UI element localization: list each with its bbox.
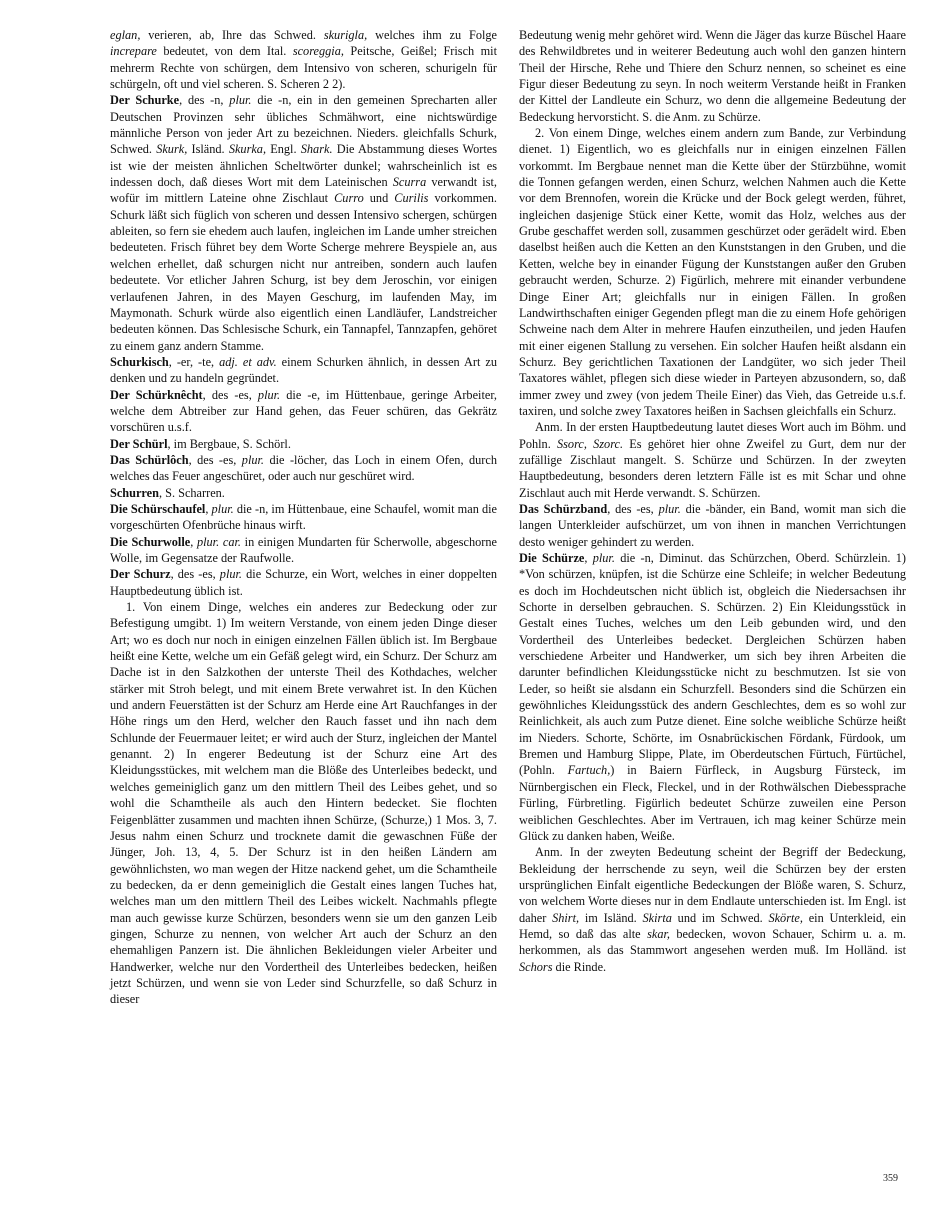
italic-term: plur. [219, 567, 243, 582]
text-run: verwandt ist, wofür im mittlern Lateine ohne Zischlaut [110, 175, 497, 206]
entry-paragraph [110, 387, 497, 436]
italic-term: Fartuch, [567, 763, 611, 778]
entry-paragraph [519, 501, 906, 550]
italic-term: scoreggia, [292, 44, 344, 59]
headword: Der Schurz [110, 567, 171, 582]
entry-paragraph [519, 125, 906, 419]
italic-term: plur. [211, 501, 234, 516]
italic-term: Skurka, [228, 142, 267, 157]
italic-term: plur. [592, 551, 615, 565]
text-run: die Rinde. [552, 959, 607, 974]
text-run: , -er, -te, [168, 354, 220, 369]
text-run: Die Abstammung dieses Wortes ist wie der meisten ähnlichen Scheltwörter dunkel; wahrscheinlich ist es indessen doch, daß dieses Wort mit dem Lateinischen [110, 142, 497, 190]
italic-term: Curilis [394, 191, 429, 206]
right-column [519, 27, 906, 975]
entry-paragraph [110, 27, 497, 92]
text-run: einem Schurken ähnlich, in dessen Art zu denken und zu handeln gegründet. [110, 354, 497, 386]
italic-term: Scurra [392, 175, 427, 190]
text-run: , des -n, [179, 93, 230, 108]
text-run: , S. Scharren. [158, 485, 225, 500]
text-run: die -löcher, das Loch in einem Ofen, durch welches das Feuer angeschüret, oder auch nur geschüret wird. [110, 452, 497, 484]
text-run: welches ihm zu Folge [367, 28, 498, 42]
text-run: und im Schwed. [671, 910, 769, 925]
text-run: die Schurze, ein Wort, welches in einer doppelten Hauptbedeutung üblich ist. [110, 567, 497, 598]
italic-term: Schors [519, 959, 553, 974]
entry-paragraph [519, 550, 906, 844]
italic-term: plur. [229, 93, 252, 108]
entry-paragraph [519, 419, 906, 501]
italic-term: Shark. [300, 142, 333, 157]
text-run: , des -es, [170, 567, 220, 582]
entry-paragraph [519, 844, 906, 975]
italic-term: plur. [257, 387, 281, 402]
headword: Das Schürlôch [110, 452, 189, 467]
entry-paragraph [110, 566, 497, 599]
text-run: Engl. [266, 142, 301, 157]
headword: Die Schürze [519, 551, 585, 565]
text-run: , [584, 551, 593, 565]
entry-paragraph [110, 452, 497, 485]
text-run: die -e, im Hüttenbaue, geringe Arbeiter, welche dem Abtreiber zur Hand gehen, das Feuer schüren, das Gekrätz vorschüren u.s.f. [110, 387, 498, 435]
entry-paragraph [110, 436, 497, 452]
italic-term: Skirta [642, 910, 672, 925]
page-number: 359 [883, 1173, 898, 1184]
text-run: in einigen Mundarten für Scherwolle, abgeschorne Wolle, im Gegensatze der Raufwolle. [110, 534, 497, 565]
italic-term: Skörte, [768, 910, 803, 925]
italic-term: adj. et adv. [219, 354, 277, 369]
text-run: Anm. In der zweyten Bedeutung scheint der Begriff der Bedeckung, Bekleidung der herrschende zu seyn, weil die Schürzen bey der ersten ursprünglichen Einfalt eigentliche Bedeckungen der Blöße waren, S. Schurz, von welchem Worte dieses nur in dem Endlaute unterschieden ist. Im Engl. ist daher [519, 845, 906, 925]
text-run: , im Bergbaue, S. Schörl. [167, 436, 291, 451]
headword: Der Schurke [110, 93, 180, 108]
text-run: Peitsche, Geißel; Frisch mit mehrerm Rechte von schürgen, dem Intensivo von scheren, schurigeln für schürgeln, oft und viel scheren. S. Scheren 2 2). [110, 44, 497, 92]
italic-term: Curro [334, 191, 364, 206]
italic-term: skar, [647, 926, 670, 941]
text-run: im Isländ. [579, 910, 643, 925]
text-run: Es gehöret hier ohne Zweifel zu Gurt, dem nur der zufällige Zischlaut mangelt. S. Schürze und Schürzen. In der zweyten Hauptbedeutung, besonders deren letztern Fälle ist es mit Schar und ohne Zischlaut auch mit Herde verwandt. S. Schürzen. [519, 436, 906, 500]
text-run: die -bänder, ein Band, womit man sich die langen Unterkleider aufschürzet, um von ihnen in manchen Verrichtungen desto weniger gehindert zu werden. [519, 501, 907, 549]
text-run: 1. Von einem Dinge, welches ein anderes zur Bedeckung oder zur Befestigung umgibt. 1) Im weitern Verstande, von einem jeden Dinge dieser Art; wo es doch nur noch in einigen einzelnen Fällen üblich ist. Im Bergbaue heißt eine Kette, welche um ein Gefäß gelegt wird, ein Schurz. Der Schurz am Dache ist in den Salzkothen der unterste Theil des Kothdaches, welcher stärker mit Stroh belegt, und mit einem Brete verwahret ist. In den Küchen und andern Feuerstätten ist der Schurz am Herde eine Art Rauchfanges in der Höhe rings um den Herd, welcher den Rauch fasset und ihn nach dem Schlunde der Feuermauer leitet; er wird auch der Sturz, ingleichen der Mantel genannt. 2) In engerer Bedeutung ist der Schurz eine Art des Kleidungsstückes, mit welchem man die Blöße des Unterleibes bedeckt, und welches gemeiniglich ganz um den mittlern Theil des Leibes gehet, und so wohl die Schamtheile als auch den Hintern bedecket. Sie flochten Feigenblätter zusammen und machten ihnen Schürze, (Schurze,) 1 Mos. 3, 7. Jesus nahm einen Schurz und trocknete damit die gewaschnen Füße der Jünger, Joh. 13, 4, 5. Der Schurz ist in den heißen Ländern am gewöhnlichsten, wo man wegen der Hitze nackend gehet, um die Schamtheile zu bedecken, da er denn gemeiniglich die Gestalt eines langen Tuches hat, welches man um den mittlern Theil des Leibes wickelt. Nachmahls pflegte man auch gewisse kurze Schürzen, besonders wenn sie um den ganzen Leib gingen, Schurze zu nennen, von welcher Art auch der Schurz an den ehemahligen Panzern ist. Die ähnlichen Bekleidungen vieler Arbeiter und Handwerker, welche nur den Vordertheil des Unterleibes bedecken, heißen jetzt Schürzen, und wenn sie von Leder sind Schurzfelle, so daß Schurz in dieser [110, 600, 497, 1007]
headword: Die Schurwolle [110, 534, 191, 549]
text-run: ) in Baiern Fürfleck, in Augsburg Fürsteck, im Nürnbergischen ein Fleck, Fleckel, und in der Rothwälschen Diebessprache Fürling, Fürbretling. Figürlich bedeutet Schürze zuweilen eine Person weiblichen Geschlechtes. Aber im Vertrauen, ich mag keiner Schürze mein Glück zu danken haben, Weiße. [519, 763, 907, 843]
headword: Die Schürschaufel [110, 501, 206, 516]
text-run: bedecken, wovon Schauer, Schirm u. a. m. herkommen, als das Stammwort angesehen werden muß. Im Holländ. ist [519, 926, 906, 958]
italic-term: Skurk, [156, 142, 188, 157]
headword: Das Schürzband [519, 501, 608, 516]
italic-term: plur. [658, 501, 681, 516]
italic-term: Shirt, [552, 910, 580, 925]
text-run: die -n, im Hüttenbaue, eine Schaufel, womit man die vorgeschürten Ofenbrüche hinaus wirft. [110, 501, 497, 533]
entry-paragraph [110, 599, 497, 1008]
left-column [110, 27, 497, 1008]
headword: Der Schürknêcht [110, 387, 203, 402]
entry-paragraph [519, 27, 906, 125]
text-run: Isländ. [187, 142, 229, 157]
italic-term: plur. car. [196, 534, 241, 549]
text-run: , des -es, [188, 452, 242, 467]
text-run: Anm. In der ersten Hauptbedeutung lautet dieses Wort auch im Böhm. und Pohln. [519, 420, 906, 451]
text-run: bedeutet, von dem Ital. [156, 44, 293, 59]
entry-paragraph [110, 534, 497, 567]
text-run: , des -es, [202, 387, 258, 402]
text-run: Bedeutung wenig mehr gehöret wird. Wenn die Jäger das kurze Büschel Haare des Rehwildbretes und in weiterer Bedeutung auch wohl den ganzen hintern Theil der Hirsche, Rehe und Thiere den Schurz nennen, so scheinet es eine Figur dieser Bedeutung zu seyn. In noch weiterm Verstande heißt in Franken der Kittel der Landleute ein Schurz, wo denn die allgemeine Bedeutung der Bedeckung hervorsticht. S. die Anm. zu Schürze. [519, 28, 906, 124]
text-run: vorkommen. Schurk läßt sich füglich von scheren und dessen Intensivo schergen, schürgen ableiten, so fern sie ehedem auch laufen, ingleichen im Lande umher streichen bedeuteten. Frisch führet bey dem Worte Scherge mehrere Beyspiele an, aus welchen erhellet, daß schurgen nicht nur antreiben, sondern auch laufen bedeutete. Vor etlicher Jahren Schurg, ist bey dem Jeroschin, vor einigen verlaufenen Jahren, in des Mayen Geschurg, im laufenden May, im Maymonath. Schurk würde also eigentlich einen Landläufer, Landstreicher bedeuten können. Das Schlesische Schurk, ein Tannapfel, Tannzapfen, gehöret zu einem ganz andern Stamme. [110, 191, 498, 353]
headword: Der Schürl [110, 436, 168, 451]
italic-term: increpare [110, 44, 157, 59]
headword: Schurren [110, 485, 159, 500]
text-run: 2. Von einem Dinge, welches einem andern zum Bande, zur Verbindung dienet. 1) Eigentlich, wo es gleichfalls nur in einigen einzelnen Fällen vorkommt. Im Bergbaue nennet man die Kette über der Stürzbühne, womit die Tonnen gefangen werden, einen Schurz, welchen Nahmen auch die Kette vor dem Brennofen, worein die Krücke und der Bock gelegt werden, führet, ingleichen dasjenige Stück einer Kette, womit das Holz, welches aus der Grube geschaffet werden soll, zusammen geschürzet oder gerädelt wird. Eben daselbst heißen auch die Ketten an den Kunststangen in den Gruben, und die Ketten, welche bey in einander Fügung der Kunststangen außer den Gruben gebraucht werden, Schurze. 2) Figürlich, mehrere mit einander verbundene Dinge Einer Art; gleichfalls nur in einigen Fällen. In großen Landwirthschaften einiger Gegenden pflegt man die zu einem Hofe gehörigen Schweine nach dem Alter in mehrere Haufen einzutheilen, und jeden Haufen mit einer eigenen Stallung zu versehen. Ein solcher Haufen heißt alsdann ein Schurz. Bey gerichtlichen Taxationen der Landgüter, wo sich jeder Theil Taxatores wählet, pflegen sich diese wieder in Parteyen abzusondern, so, daß immer zwey und zwey (von jedem Theile Einer) das Vieh, das Getreide u.s.f. taxiren, und solche zwey Taxatores heißen in Sachsen gleichfalls ein Schurz. [519, 126, 906, 418]
entry-paragraph [110, 92, 497, 354]
entry-paragraph [110, 485, 497, 501]
italic-term: Ssorc, Szorc. [556, 436, 624, 451]
italic-term: eglan, [110, 28, 141, 42]
dictionary-page [110, 27, 907, 1177]
text-run: die -n, ein in den gemeinen Sprecharten aller Deutschen Provinzen sehr übliches Schmähwort, eine nichtswürdige männliche Person von jeder Art zu bezeichnen. Nieders. gleichfalls Schurk, Schwed. [110, 93, 497, 157]
headword: Schurkisch [110, 354, 169, 369]
italic-term: plur. [241, 452, 265, 467]
text-run: und [363, 191, 395, 206]
entry-paragraph [110, 354, 497, 387]
text-run: , [190, 534, 197, 549]
text-run: , [205, 501, 212, 516]
text-run: verieren, ab, Ihre das Schwed. [140, 28, 324, 42]
italic-term: skurigla, [323, 28, 368, 42]
text-run: , des -es, [607, 501, 659, 516]
text-run: die -n, Diminut. das Schürzchen, Oberd. Schürzlein. 1) *Von schürzen, knüpfen, ist die Schürze eine Schleife; in welcher Bedeutung es doch im Hochdeutschen nicht üblich ist, obgleich die Niedersachsen ihr Schorte in derselben gebrauchen. S. Schürzen. 2) Ein Kleidungsstück in Gestalt eines Tuches, welches um den Leib gebunden wird, und den Vordertheil des Unterleibes bedecket. Dergleichen Schürzen haben verschiedene Arbeiter und Handwerker, um sich bey ihren Arbeiten die darunter befindlichen Kleidungsstücke nicht zu beschmutzen. Ist sie von Leder, so heißt sie alsdann ein Schurzfell. Besonders sind die Schürzen ein gewöhnliches Kleidungsstück des andern Geschlechtes, dem es so wohl zur Reinlichkeit, als auch zum Putze dienet. Eine solche weibliche Schürze heißt im Nieders. Schorte, Schörte, im Osnabrückischen Fördank, Fürdook, um Bremen und Hamburg Slippe, Plate, im Oberdeutschen Fürtuch, Fürtüchel, (Pohln. [519, 551, 906, 778]
entry-paragraph [110, 501, 497, 534]
text-run: ein Unterkleid, ein Hemd, so daß das alte [519, 910, 906, 941]
